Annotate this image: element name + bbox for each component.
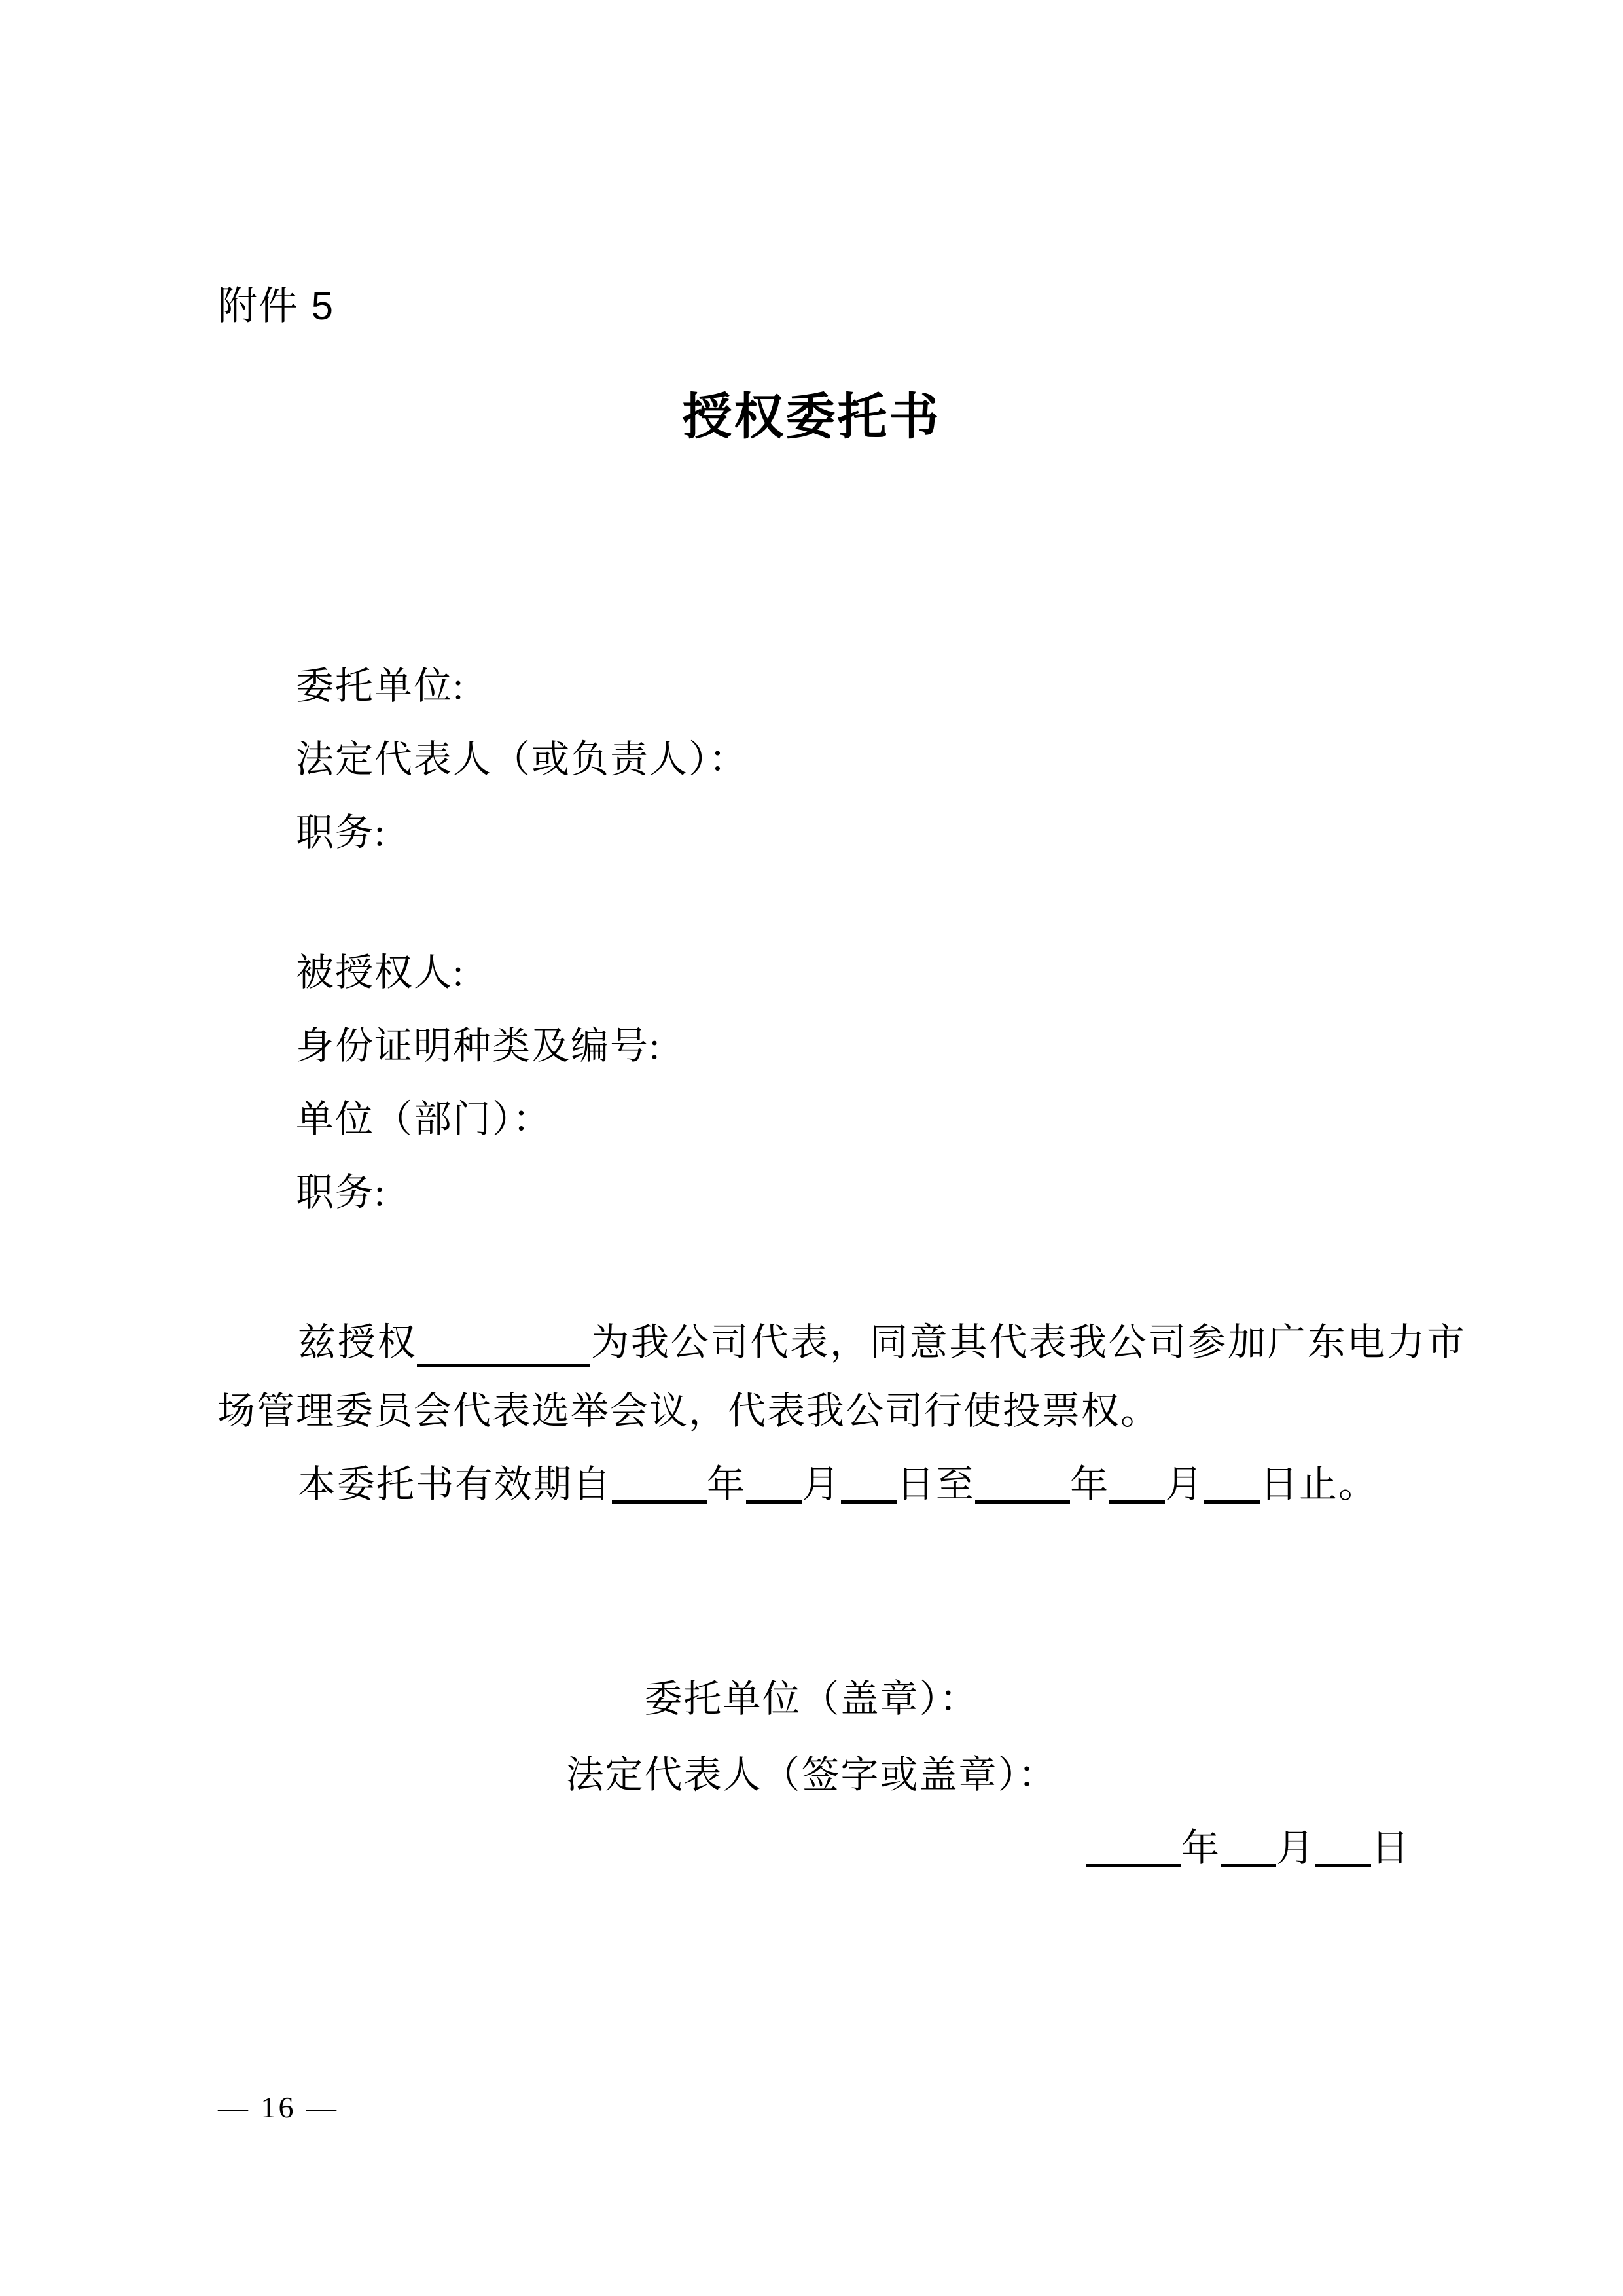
authorized-person-blank	[417, 1330, 590, 1367]
validity-end-month-blank	[1109, 1466, 1165, 1504]
date-month-blank	[1221, 1830, 1276, 1867]
signature-unit-seal-label: 委托单位（盖章）：	[644, 1678, 979, 1720]
date-year-blank	[1086, 1830, 1181, 1867]
validity-day-to-label: 日至	[897, 1463, 976, 1506]
authorization-line1-prefix: 兹授权	[298, 1321, 418, 1364]
validity-end-year-blank	[975, 1466, 1070, 1504]
authorization-line-1	[298, 1319, 1466, 1367]
validity-period-line	[298, 1463, 1378, 1506]
validity-start-month-blank	[746, 1466, 802, 1504]
agent-name-label: 被授权人:	[296, 951, 465, 994]
signature-legal-rep-label: 法定代表人（签字或盖章）：	[565, 1754, 1058, 1796]
validity-month1-label: 月	[802, 1463, 842, 1506]
date-year-label: 年	[1181, 1827, 1221, 1869]
agent-id-type-number-label: 身份证明种类及编号:	[296, 1025, 662, 1067]
validity-year1-label: 年	[707, 1463, 747, 1506]
principal-position-label: 职务:	[296, 811, 387, 854]
authorization-line1-suffix: 为我公司代表，同意其代表我公司参加广东电力市	[590, 1321, 1466, 1364]
page-title: 授权委托书	[682, 389, 941, 445]
validity-start-day-blank	[841, 1466, 897, 1504]
authorization-line-2: 场管理委员会代表选举会议，代表我公司行使投票权。	[217, 1390, 1160, 1432]
validity-end-day-blank	[1204, 1466, 1260, 1504]
principal-unit-label: 委托单位:	[296, 665, 465, 707]
page-number: — 16 —	[218, 2091, 339, 2124]
agent-unit-department-label: 单位（部门）：	[296, 1098, 552, 1140]
validity-prefix: 本委托书有效期自	[298, 1463, 613, 1506]
date-month-label: 月	[1276, 1827, 1316, 1869]
validity-start-year-blank	[612, 1466, 707, 1504]
agent-position-label: 职务:	[296, 1171, 387, 1214]
date-day-blank	[1315, 1830, 1371, 1867]
signature-date-line	[1086, 1829, 1410, 1867]
principal-legal-rep-label: 法定代表人（或负责人）：	[296, 738, 749, 781]
date-day-label: 日	[1371, 1827, 1411, 1869]
attachment-label: 附件 5	[218, 284, 335, 328]
validity-suffix: 日止。	[1260, 1463, 1378, 1506]
validity-year2-label: 年	[1070, 1463, 1110, 1506]
validity-month2-label: 月	[1165, 1463, 1205, 1506]
